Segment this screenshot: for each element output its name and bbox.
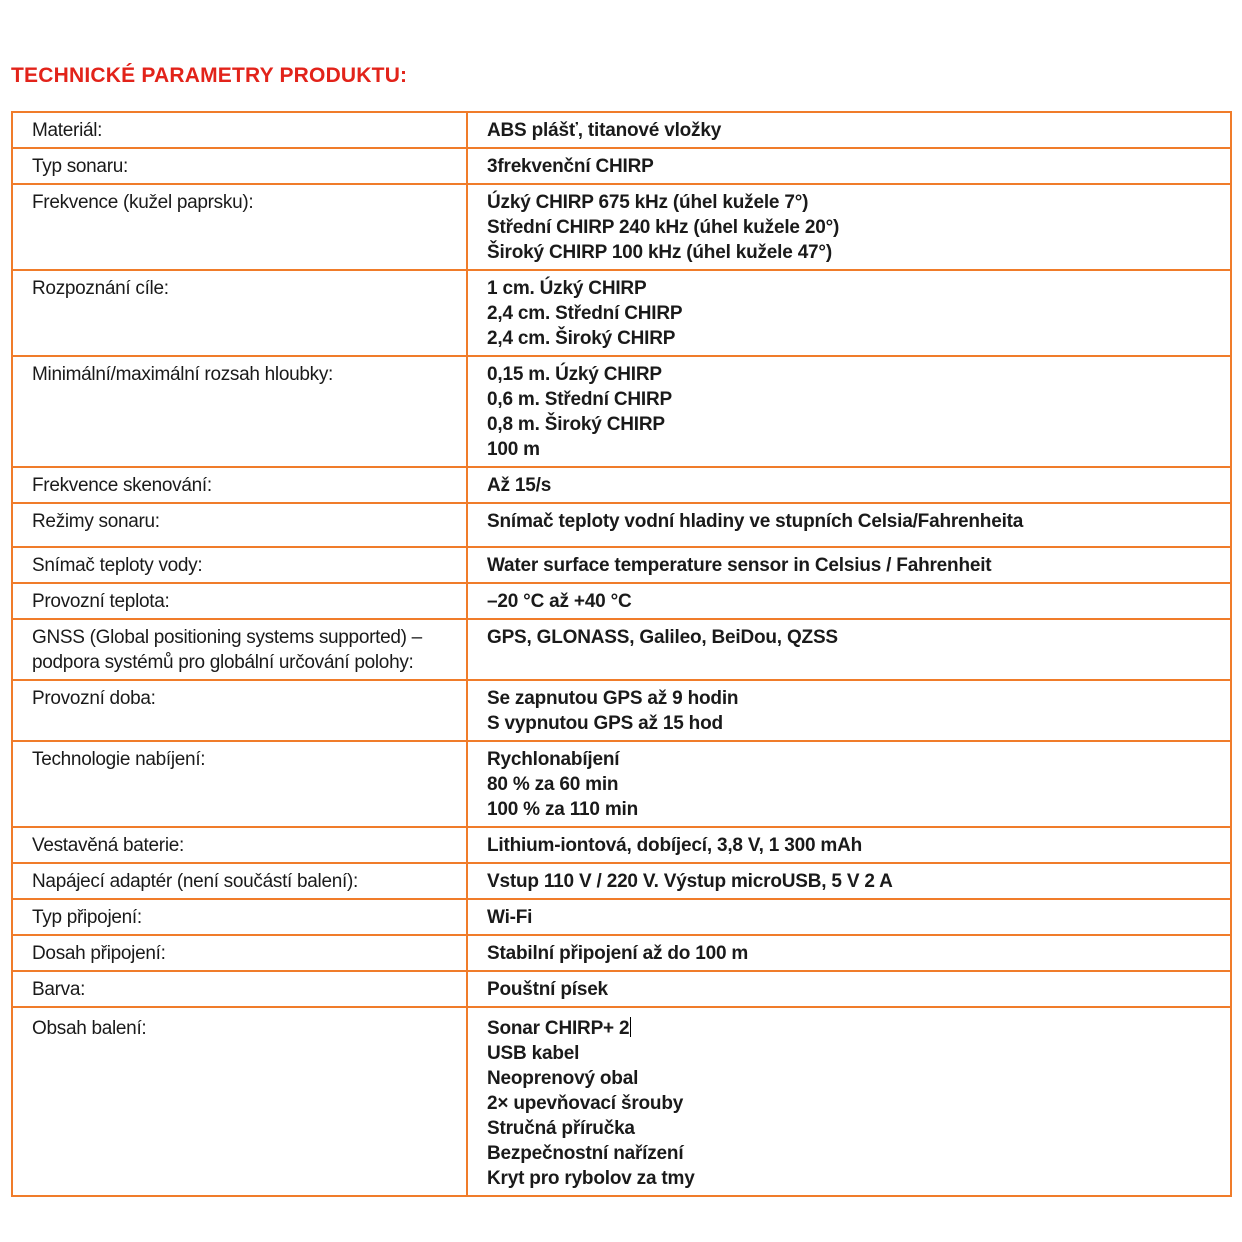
row-label: Provozní doba: [12, 680, 467, 741]
table-row [12, 899, 1231, 935]
row-label: Materiál: [12, 112, 467, 148]
row-value: Water surface temperature sensor in Celsius / Fahrenheit [467, 547, 1231, 583]
table-row [12, 619, 1231, 680]
row-value: Až 15/s [467, 467, 1231, 503]
row-value: Vstup 110 V / 220 V. Výstup microUSB, 5 V 2 A [467, 863, 1231, 899]
table-row [12, 467, 1231, 503]
table-row [12, 935, 1231, 971]
row-value: 0,15 m. Úzký CHIRP 0,6 m. Střední CHIRP 0,8 m. Široký CHIRP 100 m [467, 356, 1231, 467]
row-label: Minimální/maximální rozsah hloubky: [12, 356, 467, 467]
table-row [12, 971, 1231, 1007]
row-label: Napájecí adaptér (není součástí balení): [12, 863, 467, 899]
row-label: Typ sonaru: [12, 148, 467, 184]
row-label: Provozní teplota: [12, 583, 467, 619]
table-row [12, 112, 1231, 148]
row-label: Technologie nabíjení: [12, 741, 467, 827]
row-value: 1 cm. Úzký CHIRP 2,4 cm. Střední CHIRP 2,4 cm. Široký CHIRP [467, 270, 1231, 356]
row-label: Frekvence (kužel paprsku): [12, 184, 467, 270]
spec-table [11, 111, 1232, 1197]
row-value: Úzký CHIRP 675 kHz (úhel kužele 7°) Střední CHIRP 240 kHz (úhel kužele 20°) Široký CHIRP 100 kHz (úhel kužele 47°) [467, 184, 1231, 270]
row-label: Barva: [12, 971, 467, 1007]
table-row [12, 547, 1231, 583]
row-label: Režimy sonaru: [12, 503, 467, 547]
row-value: Snímač teploty vodní hladiny ve stupních Celsia/Fahrenheita [467, 503, 1231, 547]
table-row [12, 148, 1231, 184]
row-value: Rychlonabíjení 80 % za 60 min 100 % za 110 min [467, 741, 1231, 827]
table-row [12, 863, 1231, 899]
row-label: Typ připojení: [12, 899, 467, 935]
table-row [12, 680, 1231, 741]
table-row [12, 503, 1231, 547]
table-row [12, 741, 1231, 827]
table-row [12, 356, 1231, 467]
table-row [12, 827, 1231, 863]
table-row [12, 583, 1231, 619]
row-value: 3frekvenční CHIRP [467, 148, 1231, 184]
text-caret [630, 1017, 631, 1037]
row-label: Dosah připojení: [12, 935, 467, 971]
row-value: Wi-Fi [467, 899, 1231, 935]
row-value: Sonar CHIRP+ 2 USB kabel Neoprenový obal 2× upevňovací šrouby Stručná příručka Bezpečnostní nařízení Kryt pro rybolov za tmy [467, 1007, 1231, 1196]
editable-text-line[interactable]: Sonar CHIRP+ 2 [487, 1018, 630, 1039]
table-row [12, 270, 1231, 356]
row-label: Rozpoznání cíle: [12, 270, 467, 356]
row-label: Vestavěná baterie: [12, 827, 467, 863]
row-label: Snímač teploty vody: [12, 547, 467, 583]
table-row [12, 184, 1231, 270]
row-value: Se zapnutou GPS až 9 hodin S vypnutou GPS až 15 hod [467, 680, 1231, 741]
row-value: –20 °C až +40 °C [467, 583, 1231, 619]
row-value: GPS, GLONASS, Galileo, BeiDou, QZSS [467, 619, 1231, 680]
row-value: Pouštní písek [467, 971, 1231, 1007]
table-row [12, 1007, 1231, 1196]
row-label: GNSS (Global positioning systems supported) – podpora systémů pro globální určování polohy: [12, 619, 467, 680]
row-value: ABS plášť, titanové vložky [467, 112, 1231, 148]
page-title: TECHNICKÉ PARAMETRY PRODUKTU: [11, 64, 408, 87]
row-value: Stabilní připojení až do 100 m [467, 935, 1231, 971]
row-value: Lithium-iontová, dobíjecí, 3,8 V, 1 300 mAh [467, 827, 1231, 863]
row-label: Frekvence skenování: [12, 467, 467, 503]
row-label: Obsah balení: [12, 1007, 467, 1196]
